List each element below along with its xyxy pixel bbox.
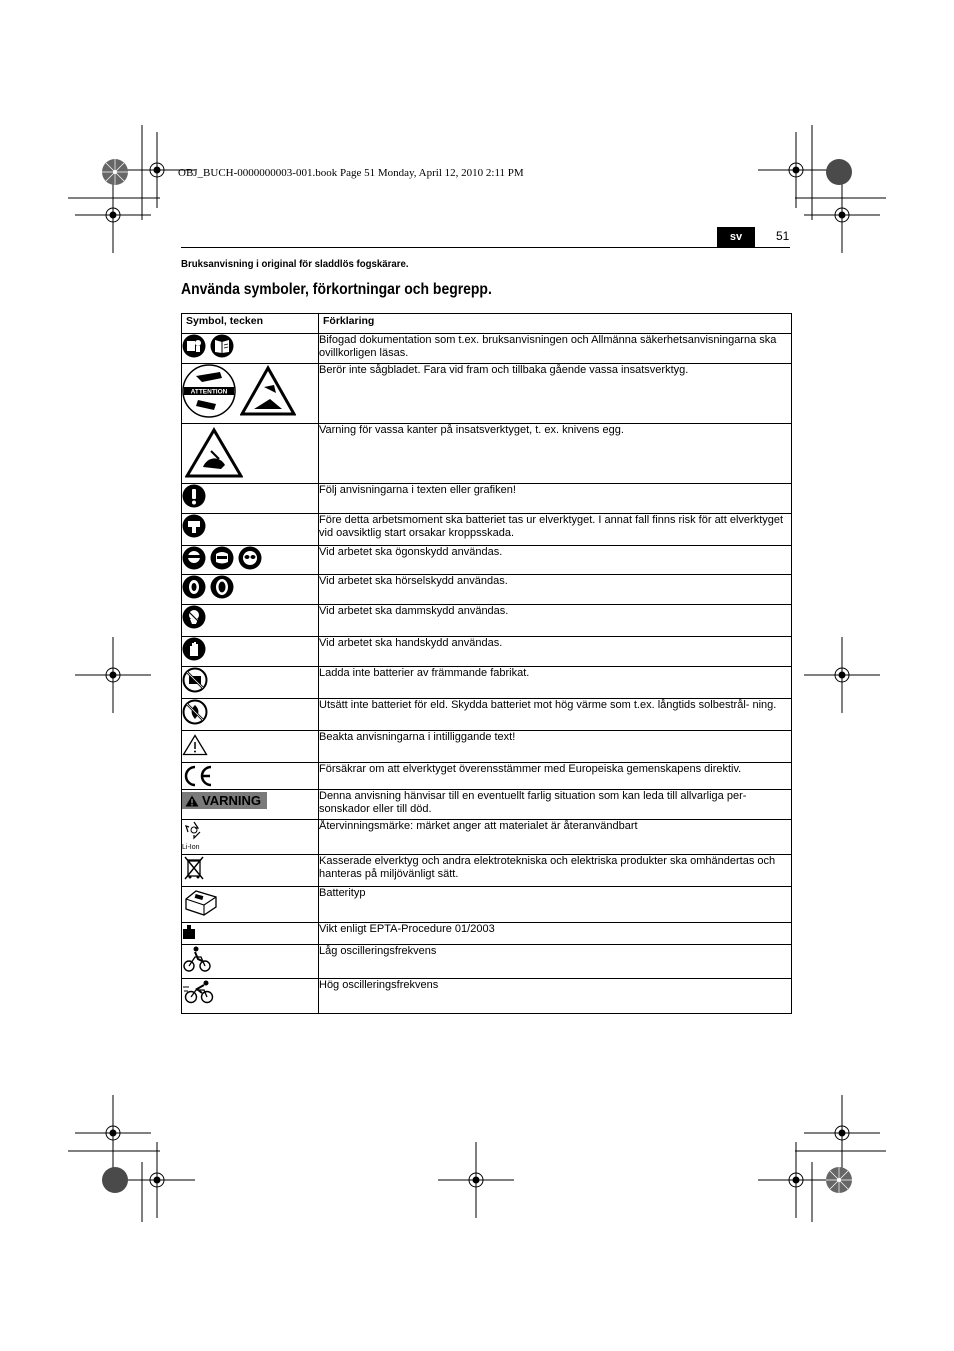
battery-pack-icon: [182, 887, 218, 917]
explanation-text: Ladda inte batterier av främmande fabrikat.: [319, 667, 792, 699]
explanation-text: Återvinningsmärke: märket anger att materialet är återanvändbart: [319, 820, 792, 855]
table-row: [182, 334, 792, 364]
explanation-text: Varning för vassa kanter på insatsverktyget, t. ex. knivens egg.: [319, 424, 792, 484]
attention-label: ATTENTION: [190, 388, 228, 396]
explanation-text: Låg oscilleringsfrekvens: [319, 945, 792, 979]
eye-protection-icon: [182, 546, 206, 570]
ce-mark-icon: [182, 765, 214, 787]
recycling-icon: [182, 820, 206, 840]
explanation-text: Utsätt inte batteriet för eld. Skydda batteriet mot hög värme som t.ex. långtids solbestrål- ning.: [319, 699, 792, 731]
no-fire-battery-icon: [182, 699, 208, 725]
table-row: [182, 667, 792, 699]
explanation-text: Försäkrar om att elverktyget överensstämmer med Europeiska gemenskapens direktiv.: [319, 763, 792, 790]
ear-protection-icon: [182, 575, 206, 599]
table-row: [182, 855, 792, 887]
warning-triangle-icon: [182, 734, 208, 756]
explanation-text: Vid arbetet ska ögonskydd användas.: [319, 546, 792, 575]
table-row: [182, 979, 792, 1014]
warning-triangle-small-icon: [185, 795, 199, 807]
document-subtitle: Bruksanvisning i original för sladdlös fogskärare.: [181, 258, 409, 270]
explanation-text: Vikt enligt EPTA-Procedure 01/2003: [319, 923, 792, 945]
read-manual-icon: [182, 334, 206, 358]
ear-plug-icon: [210, 575, 234, 599]
section-heading: Använda symboler, förkortningar och begrepp.: [181, 281, 492, 298]
blade-warning-icon: [240, 365, 296, 417]
table-row: [182, 605, 792, 637]
goggles-icon: [238, 546, 262, 570]
header-rule: [181, 247, 790, 248]
table-header-row: [182, 314, 792, 334]
table-row: [182, 546, 792, 575]
table-row: [182, 887, 792, 923]
high-oscillation-cyclist-icon: [182, 979, 216, 1005]
warning-label-text: VARNING: [202, 793, 261, 808]
warning-label-icon: [182, 792, 267, 809]
table-row: [182, 484, 792, 514]
explanation-text: Följ anvisningarna i texten eller grafiken!: [319, 484, 792, 514]
column-header-explanation: Förklaring: [319, 314, 792, 334]
explanation-text: Vid arbetet ska dammskydd användas.: [319, 605, 792, 637]
dust-mask-icon: [182, 605, 206, 629]
weight-icon: [182, 924, 196, 940]
gloves-icon: [182, 637, 206, 661]
column-header-symbol: Symbol, tecken: [182, 314, 319, 334]
remove-battery-icon: [182, 514, 206, 538]
table-row: [182, 763, 792, 790]
exclamation-icon: [182, 484, 206, 508]
language-badge: sv: [717, 227, 755, 247]
book-file-line: OBJ_BUCH-0000000003-001.book Page 51 Monday, April 12, 2010 2:11 PM: [178, 167, 524, 179]
table-row: [182, 575, 792, 605]
attention-blade-icon: [182, 364, 236, 418]
explanation-text: Vid arbetet ska hörselskydd användas.: [319, 575, 792, 605]
explanation-text: Denna anvisning hänvisar till en eventuellt farlig situation som kan leda till allvarliga per- sonskador eller till död.: [319, 790, 792, 820]
face-shield-icon: [210, 546, 234, 570]
crossed-bin-icon: [182, 855, 206, 881]
table-row: [182, 364, 792, 424]
page-number: 51: [776, 229, 790, 243]
table-row: [182, 424, 792, 484]
explanation-text: Beakta anvisningarna i intilliggande text!: [319, 731, 792, 763]
recycle-label: Li-Ion: [182, 844, 200, 851]
table-row: [182, 945, 792, 979]
sharp-edge-warning-icon: [185, 427, 243, 479]
explanation-text: Batterityp: [319, 887, 792, 923]
table-row: [182, 790, 792, 820]
explanation-text: Hög oscilleringsfrekvens: [319, 979, 792, 1014]
table-row: [182, 514, 792, 546]
table-row: [182, 820, 792, 855]
low-oscillation-cyclist-icon: [182, 945, 212, 973]
table-row: [182, 731, 792, 763]
table-row: [182, 699, 792, 731]
no-foreign-charger-icon: [182, 667, 208, 693]
explanation-text: Vid arbetet ska handskydd användas.: [319, 637, 792, 667]
table-row: [182, 637, 792, 667]
explanation-text: Bifogad dokumentation som t.ex. bruksanvisningen och Allmänna säkerhetsanvisningarna ska ovillkorligen läsas.: [319, 334, 792, 364]
book-icon: [210, 334, 234, 358]
explanation-text: Kasserade elverktyg och andra elektrotekniska och elektriska produkter ska omhändertas och hanteras på miljövänligt sätt.: [319, 855, 792, 887]
explanation-text: Berör inte sågbladet. Fara vid fram och tillbaka gående vassa insatsverktyg.: [319, 364, 792, 424]
symbols-table: [181, 313, 792, 1014]
explanation-text: Före detta arbetsmoment ska batteriet tas ur elverktyget. I annat fall finns risk för att elverktyget vid oavsiktlig start orsakar kroppsskada.: [319, 514, 792, 546]
table-row: [182, 923, 792, 945]
